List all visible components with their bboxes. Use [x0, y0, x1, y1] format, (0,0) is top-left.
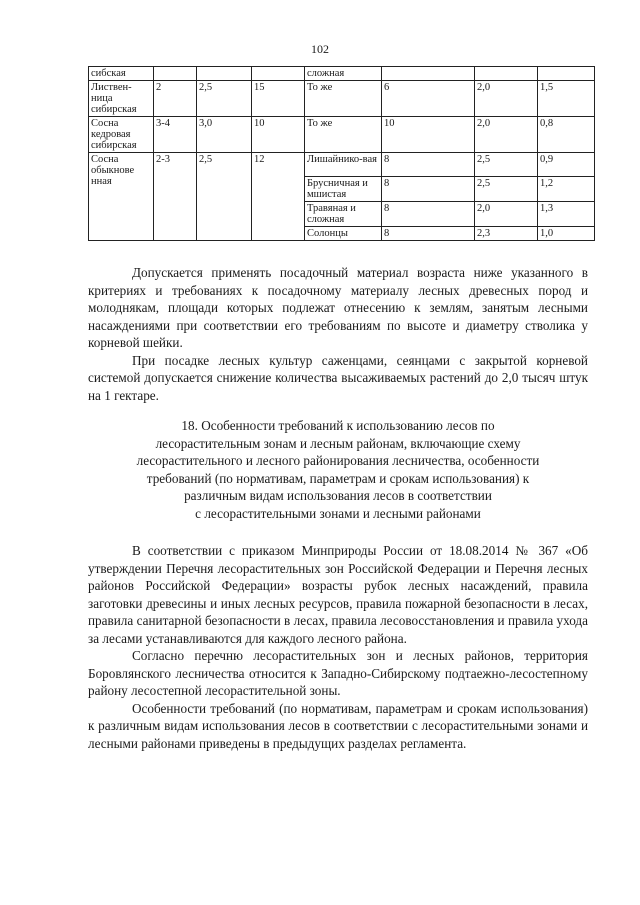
table-cell	[154, 67, 197, 81]
table-row	[89, 153, 595, 177]
table-cell: 1,0	[538, 227, 595, 241]
table-cell: 0,8	[538, 117, 595, 153]
table-cell: Сосна кедровая сибирская	[89, 117, 154, 153]
page-number: 102	[311, 42, 329, 56]
table-cell: 2	[154, 81, 197, 117]
body-text-bottom	[88, 542, 588, 752]
section-heading-line: требований (по нормативам, параметрам и срокам использования) к	[146, 470, 530, 486]
section-heading-line: различным видам использования лесов в соответствии	[184, 488, 492, 503]
planting-norms-table-wrap	[88, 66, 595, 241]
table-cell: 8	[382, 227, 475, 241]
paragraph: Особенности требований (по нормативам, параметрам и срокам использования) к различным видам использования лесов в соответствии с лесорастительными зонами и лесными районами приведены в предыдущих разделах регламента.	[88, 700, 588, 751]
table-cell: 2,5	[475, 153, 538, 177]
table-row	[89, 81, 595, 117]
table-cell: 2,0	[475, 81, 538, 117]
table-cell	[475, 67, 538, 81]
table-cell: 15	[252, 81, 305, 117]
table-cell: 8	[382, 153, 475, 177]
section-heading-line: 18. Особенности требований к использованию лесов по	[181, 418, 495, 433]
table-cell: 6	[382, 81, 475, 117]
section-heading-line: лесорастительным зонам и лесным районам, включающие схему	[155, 435, 521, 451]
table-cell: 12	[252, 153, 305, 241]
table-cell: Лишайнико-вая	[305, 153, 382, 177]
table-cell: 2-3	[154, 153, 197, 241]
table-cell: Солонцы	[305, 227, 382, 241]
paragraph: При посадке лесных культур саженцами, сеянцами с закрытой корневой системой допускается снижение количества высаживаемых растений до 2,0 тысяч штук на 1 гектаре.	[88, 352, 588, 403]
table-cell: 2,5	[197, 81, 252, 117]
table-cell: сибская	[89, 67, 154, 81]
table-cell: То же	[305, 117, 382, 153]
section-heading-line: лесорастительного и лесного районирования лесничества, особенности	[136, 453, 540, 468]
section-heading-line: с лесорастительными зонами и лесными районами	[195, 505, 481, 521]
section-heading	[108, 417, 568, 522]
table-cell: 8	[382, 202, 475, 227]
table-cell: Брусничная и мшистая	[305, 177, 382, 202]
body-text-top	[88, 264, 588, 404]
table-cell: 3-4	[154, 117, 197, 153]
table-cell: 0,9	[538, 153, 595, 177]
table-cell: сложная	[305, 67, 382, 81]
table-cell: Травяная и сложная	[305, 202, 382, 227]
paragraph: Согласно перечню лесорастительных зон и лесных районов, территория Боровлянского лесничества относится к Западно-Сибирскому подтаежно-лесостепному району лесостепной лесорастительной зоны.	[88, 648, 588, 698]
table-cell: 3,0	[197, 117, 252, 153]
table-cell: 10	[382, 117, 475, 153]
table-cell	[538, 67, 595, 81]
table-cell: 2,5	[475, 177, 538, 202]
table-cell: 1,2	[538, 177, 595, 202]
table-cell	[197, 67, 252, 81]
paragraph: В соответствии с приказом Минприроды России от 18.08.2014 № 367 «Об утверждении Перечня лесорастительных зон Российской Федерации и Перечня лесных районов Российской Федерации» возрасты рубок лесных насаждений, правила заготовки древесины и иных лесных ресурсов, правила пожарной безопасности в лесах, правила санитарной безопасности в лесах, правила лесовосстановления и правила ухода за лесами устанавливаются для каждого лесного района.	[88, 543, 588, 646]
table-cell	[382, 67, 475, 81]
table-cell: 8	[382, 177, 475, 202]
table-cell: 1,3	[538, 202, 595, 227]
planting-norms-table	[88, 66, 595, 241]
table-cell: 2,0	[475, 202, 538, 227]
table-cell: 2,0	[475, 117, 538, 153]
table-cell: 2,5	[197, 153, 252, 241]
table-cell: 2,3	[475, 227, 538, 241]
table-cell: То же	[305, 81, 382, 117]
paragraph: Допускается применять посадочный материал возраста ниже указанного в критериях и требованиях к посадочному материалу лесных древесных пород и молоднякам, площади которых подлежат отнесению к землям, занятым лесными насаждениями при соответствии его требованиям по высоте и диаметру стволика у корневой шейки.	[88, 265, 588, 350]
table-cell: Сосна обыкнове нная	[89, 153, 154, 241]
table-cell: 10	[252, 117, 305, 153]
table-row	[89, 67, 595, 81]
table-cell	[252, 67, 305, 81]
table-cell: Листвен-ница сибирская	[89, 81, 154, 117]
table-cell: 1,5	[538, 81, 595, 117]
table-row	[89, 117, 595, 153]
